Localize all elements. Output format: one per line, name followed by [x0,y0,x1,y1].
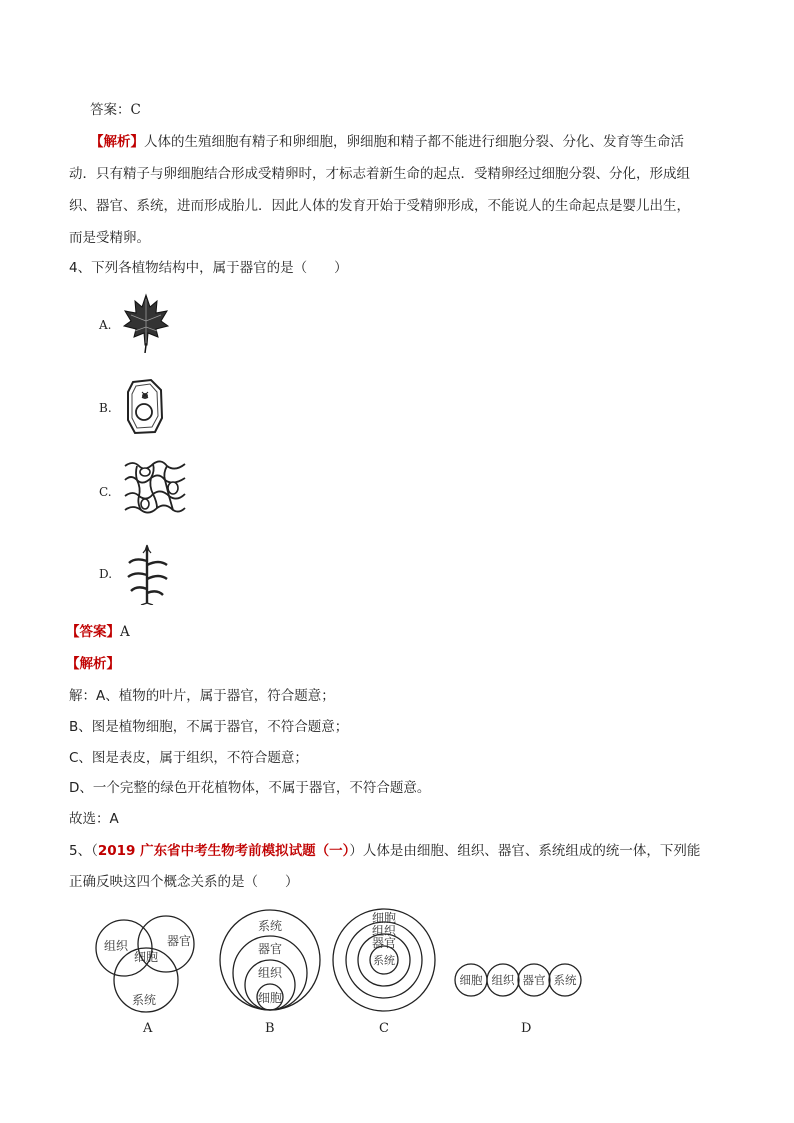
q4-answer-tag: 【答案】 [66,624,120,640]
q5-number: 5、（ [69,843,98,859]
plant-cell-icon [125,378,165,436]
q4-answer-value: A [120,624,130,640]
q4-explanation-4: D、一个完整的绿色开花植物体，不属于器官，不符合题意。 [69,780,431,796]
q4-explanation-2: B、图是植物细胞，不属于器官，不符合题意； [69,719,349,735]
q4-analysis-tag [66,654,120,674]
fig-b-circle-3: 组织 [257,966,283,980]
fig-d-circle-3: 器官 [522,973,546,987]
fig-b-circle-4: 细胞 [257,991,283,1005]
q4-option-b-label: B. [99,401,112,415]
fig-a-circle-3: 细胞 [134,950,159,964]
fig-c-circle-3: 器官 [371,936,397,950]
epidermis-tissue-icon [123,458,187,520]
q5-figure-c-label: C [379,1021,389,1036]
prev-analysis-line3: 织、器官、系统，进而形成胎儿．因此人体的发育开始于受精卵形成，不能说人的生命起点是婴儿出生， [69,198,690,214]
q4-stem: 4、下列各植物结构中，属于器官的是（ ） [69,260,348,276]
prev-answer [90,100,141,120]
q5-figure-b-label: B [265,1021,275,1036]
fig-a-circle-2: 器官 [167,934,192,948]
q5-figure-c [331,907,437,1013]
fig-a-circle-4: 系统 [132,993,157,1007]
q5-source: 2019 广东省中考生物考前模拟试题（一） [97,843,350,859]
q5-stem-rest: ）人体是由细胞、组织、器官、系统组成的统一体，下列能 [349,843,701,859]
q4-explanation-1: 解：A、植物的叶片，属于器官，符合题意； [69,688,335,704]
q4-explanation-5: 故选：A [69,811,119,827]
q5-figure-d [454,962,582,998]
q4-answer [66,622,130,642]
maple-leaf-icon [123,293,169,353]
prev-analysis-line2: 动．只有精子与卵细胞结合形成受精卵时，才标志着新生命的起点．受精卵经过细胞分裂、分化，形成组 [69,166,690,182]
q4-option-a-label: A. [99,318,112,332]
fig-b-circle-1: 系统 [257,919,283,933]
prev-analysis-line4: 而是受精卵。 [69,230,150,246]
q4-option-c-label: C. [99,485,112,499]
q4-explanation-3: C、图是表皮，属于组织，不符合题意； [69,750,308,766]
q5-figure-a-label: A [143,1021,153,1036]
q5-figure-b [218,908,322,1014]
prev-analysis-tag: 【解析】 [90,134,144,150]
fig-c-circle-4: 系统 [373,954,395,967]
fig-a-circle-1: 组织 [104,939,129,953]
fig-b-circle-2: 器官 [257,942,283,956]
q4-analysis-tag-text: 【解析】 [66,656,120,672]
fig-d-circle-1: 细胞 [459,973,483,987]
fig-d-circle-4: 系统 [553,973,577,987]
q5-figure-d-label: D [521,1021,532,1036]
fig-c-circle-1: 细胞 [371,911,397,925]
prev-analysis-line1 [90,132,684,152]
prev-answer-value: C [130,102,141,118]
q4-option-d-label: D. [99,567,113,581]
fig-d-circle-2: 组织 [491,973,515,987]
q5-stem-line2: 正确反映这四个概念关系的是（ ） [69,874,299,890]
fig-c-circle-2: 组织 [371,924,397,938]
q5-figure-a [92,912,204,1018]
prev-answer-label: 答案： [90,102,131,118]
prev-analysis-text1: 人体的生殖细胞有精子和卵细胞，卵细胞和精子都不能进行细胞分裂、分化、发育等生命活 [144,134,684,150]
corn-plant-icon [125,543,169,605]
q5-stem-line1 [69,841,700,861]
